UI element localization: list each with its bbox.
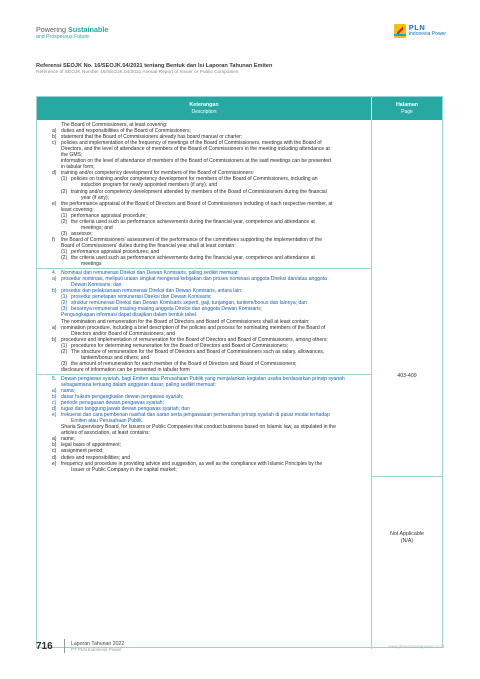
line-text: The Board of Commissioners, at least covering: xyxy=(61,122,168,128)
line-text: information on the level of attendance of members of the Board of Commissioners at the said meetings can be presented xyxy=(61,158,331,165)
page-column xyxy=(372,120,442,649)
page-ref-sharia: Not Applicable (N/A) xyxy=(390,531,424,544)
list-marker: d) xyxy=(52,170,57,177)
page-ref-nomination: 403-409 xyxy=(397,373,417,379)
pln-logo xyxy=(394,24,446,38)
table-line xyxy=(43,146,365,152)
list-marker: a) xyxy=(52,324,57,331)
list-marker: a) xyxy=(52,436,57,443)
reference-subtitle: Reference of SEOJK Number 16/SEOJK.04/2021 Annual Report of Issuer or Public Companies xyxy=(36,70,239,75)
line-text: the criteria used such as performance achievements during the financial year, competence and attendance at xyxy=(71,255,315,262)
line-text: legal basis of appointment; xyxy=(61,442,122,449)
line-text: The structure of remuneration for the Board of Directors and Board of Commissioners such as salary, allowances, xyxy=(71,348,325,355)
page-number: 716 xyxy=(36,640,53,652)
line-text: frequency and procedure in providing advice and suggestion, as well as the compliance with Islamic Principles by the xyxy=(61,460,323,467)
footer-divider xyxy=(64,639,65,653)
line-text: nomination procedure, including a brief description of the policies and process for nominating members of the Board of xyxy=(61,324,326,331)
header-page: Halaman Page xyxy=(395,102,419,115)
list-marker: a) xyxy=(52,128,57,135)
line-text: least covering: xyxy=(61,206,94,213)
line-text: articles of association, at least contains: xyxy=(61,430,150,437)
list-marker: 5. xyxy=(52,375,57,382)
line-text: prosedur penetapan remunerasi Direksi dan Dewan Komisaris; xyxy=(71,294,212,301)
line-text: prosedur nominasi, meliputi uraian singkat mengenai kebijakan dan proses nominasi anggota Direksi dan/atau anggota xyxy=(61,276,327,283)
list-marker: a) xyxy=(52,388,57,395)
list-marker: a) xyxy=(52,276,57,283)
line-text: sebagaimana tertuang dalam anggaran dasar, paling sedikit memuat: xyxy=(61,381,216,388)
list-marker: (2) xyxy=(61,218,68,225)
line-text: Board of Commissioners' duties during the financial year shall at least contain: xyxy=(61,242,236,249)
line-text: Directors and/or Board of Commissioners; and xyxy=(71,330,175,337)
list-marker: (3) xyxy=(61,306,68,313)
table-line xyxy=(43,467,365,473)
line-text: tugas dan tanggung jawab dewan pengawas syariah; dan xyxy=(61,406,190,413)
list-marker: c) xyxy=(52,448,57,455)
reference-title: Referensi SEOJK No. 16/SEOJK.04/2021 tentang Bentuk dan Isi Laporan Tahunan Emiten xyxy=(36,63,273,69)
list-marker: d) xyxy=(52,454,57,461)
line-text: struktur remunerasi Direksi dan Dewan Komisaris seperti, gaji, tunjangan, tantiem/bonus dan lainnya; dan xyxy=(71,300,307,307)
line-text: duties and responsibilities of the Board of Commissioners; xyxy=(61,128,191,135)
line-text: frekuensi dan cara pemberian nasihat dan saran serta pengawasan pemenuhan prinsip syariah di pasar modal terhadap xyxy=(61,412,330,419)
line-text: the criteria used such as performance achievements during the financial year, competence and attendance at xyxy=(71,218,315,225)
line-text: disclosure of information can be presented in tabular form xyxy=(61,366,190,373)
line-text: assignment period; xyxy=(61,448,104,455)
report-title: Laporan Tahunan 2022 xyxy=(71,640,125,647)
website-link[interactable]: www.plnindonesiapower.co.id xyxy=(387,644,444,649)
list-marker: (3) xyxy=(61,230,68,237)
list-marker: (1) xyxy=(61,294,68,301)
line-text: policies on training and/or competency development for members of the Board of Commissioners, including an xyxy=(71,176,318,183)
line-text: training and/or competency development for members of the Board of Commissioners: xyxy=(61,170,254,177)
line-text: assessor; xyxy=(71,230,93,237)
list-marker: f) xyxy=(52,236,56,243)
line-text: policies and implementation of the frequency of meetings of the Board of Commissioners, meetings with the Board of xyxy=(61,140,322,147)
pln-logo-icon xyxy=(394,24,406,38)
line-text: performance appraisal procedure; xyxy=(71,212,147,219)
line-text: Nominasi dan remunerasi Direksi dan Dewan Komisaris, paling sedikit memuat: xyxy=(61,270,239,277)
page-footer xyxy=(36,639,124,653)
table-line xyxy=(43,261,365,267)
line-text: Emiten atau Perusahaan Publik. xyxy=(71,418,144,425)
line-text: induction program for newly appointed members (if any); and xyxy=(81,182,218,189)
line-text: in tabular form; xyxy=(61,164,95,171)
list-marker: e) xyxy=(52,460,57,467)
line-text: the amount of remuneration for each member of the Board of Directors and Board of Commissioners; xyxy=(71,360,297,367)
brand-tagline xyxy=(36,26,108,40)
line-text: periode penugasan dewan pengawas syariah; xyxy=(61,400,164,407)
line-text: name; xyxy=(61,436,76,443)
line-text: prosedur dan pelaksanaan remunerasi Direksi dan Dewan Komisaris, antara lain: xyxy=(61,288,243,295)
list-marker: b) xyxy=(52,394,57,401)
list-marker: b) xyxy=(52,336,57,343)
row-divider xyxy=(372,476,442,477)
table-line xyxy=(37,374,371,382)
description-column xyxy=(37,120,372,649)
line-text: procedures and implementation of remuneration for the Board of Directors and Board of Commissioners, among others: xyxy=(61,336,328,343)
list-marker: (2) xyxy=(61,348,68,355)
line-text: statement that the Board of Commissioners already has board manual or charter; xyxy=(61,134,243,141)
line-text: Dewan Komisaris; dan xyxy=(71,282,122,289)
line-text: Pengungkapan informasi dapat disajikan dalam bentuk tabel. xyxy=(61,312,198,319)
line-text: tantiem/bonus and others; and xyxy=(81,354,150,361)
line-text: the Board of Commissioners' assessment of the performance of the committees supporting the implementation of the xyxy=(61,236,323,243)
list-marker: (1) xyxy=(61,248,68,255)
reference-heading xyxy=(36,63,272,76)
list-marker: (2) xyxy=(61,300,68,307)
list-marker: b) xyxy=(52,442,57,449)
table-line xyxy=(37,268,371,276)
line-text: meetings xyxy=(81,261,102,268)
line-text: dasar hukum pengangkatan dewan pengawas syariah; xyxy=(61,394,184,401)
list-marker: b) xyxy=(52,134,57,141)
line-text: besarnya remunerasi masing-masing anggota Direksi dan anggota Dewan Komisaris; xyxy=(71,306,263,313)
brand-line2: and Prosperous Future xyxy=(36,34,90,40)
list-marker: e) xyxy=(52,200,57,207)
line-text: training and/or competency development attended by members of the Board of Commissioners during the financial xyxy=(71,188,327,195)
header-description: Keterangan Description xyxy=(37,97,372,120)
list-marker: c) xyxy=(52,400,57,407)
list-marker: (2) xyxy=(61,255,68,262)
list-marker: (1) xyxy=(61,176,68,183)
line-text: year (if any); xyxy=(81,194,110,201)
line-text: Directors, and the level of attendance of members of the Board of Commissioners in the meeting including attendance at xyxy=(61,146,330,153)
list-marker: (2) xyxy=(61,188,68,195)
reference-table xyxy=(36,96,443,648)
list-marker: (1) xyxy=(61,212,68,219)
line-text: the GMS; xyxy=(61,152,83,159)
line-text: The nomination and remuneration for the Board of Directors and Board of Commissioners shall at least contain: xyxy=(61,318,310,325)
line-text: Issuer or Public Company in the capital market; xyxy=(71,466,177,473)
brand-prefix: Powering xyxy=(36,25,68,34)
table-line xyxy=(43,367,365,373)
table-header xyxy=(37,97,442,120)
line-text: nama; xyxy=(61,388,76,395)
table-body xyxy=(37,120,442,649)
list-marker: c) xyxy=(52,140,57,147)
line-text: duties and responsibilities; and xyxy=(61,454,131,461)
line-text: the performance appraisal of the Board of Directors and Board of Commissioners including of each respective member, at xyxy=(61,200,333,207)
list-marker: (3) xyxy=(61,360,68,367)
logo-name: PLN xyxy=(408,23,426,32)
brand-strong: Sustainable xyxy=(67,25,109,34)
line-text: performance appraisal procedures; and xyxy=(71,248,160,255)
list-marker: 4. xyxy=(52,270,57,277)
line-text: Dewan pengawas syariah, bagi Emiten atau Perusahaan Publik yang menjalankan kegiatan usaha berdasarkan prinsip syariah xyxy=(61,375,345,382)
list-marker: (1) xyxy=(61,342,68,349)
line-text: procedures for determining remuneration for the Board of Directors and Board of Commissioners; xyxy=(71,342,289,349)
line-text: Sharia Supervisory Board, for Issuers or Public Companies that conduct business based on Islamic law, as stipulated in the xyxy=(61,424,336,431)
logo-sub: Indonesia Power xyxy=(408,31,446,37)
line-text: meetings; and xyxy=(81,224,113,231)
report-subtitle: PT PLN Indonesia Power xyxy=(71,646,122,652)
list-marker: d) xyxy=(52,406,57,413)
list-marker: b) xyxy=(52,288,57,295)
list-marker: e) xyxy=(52,412,57,419)
